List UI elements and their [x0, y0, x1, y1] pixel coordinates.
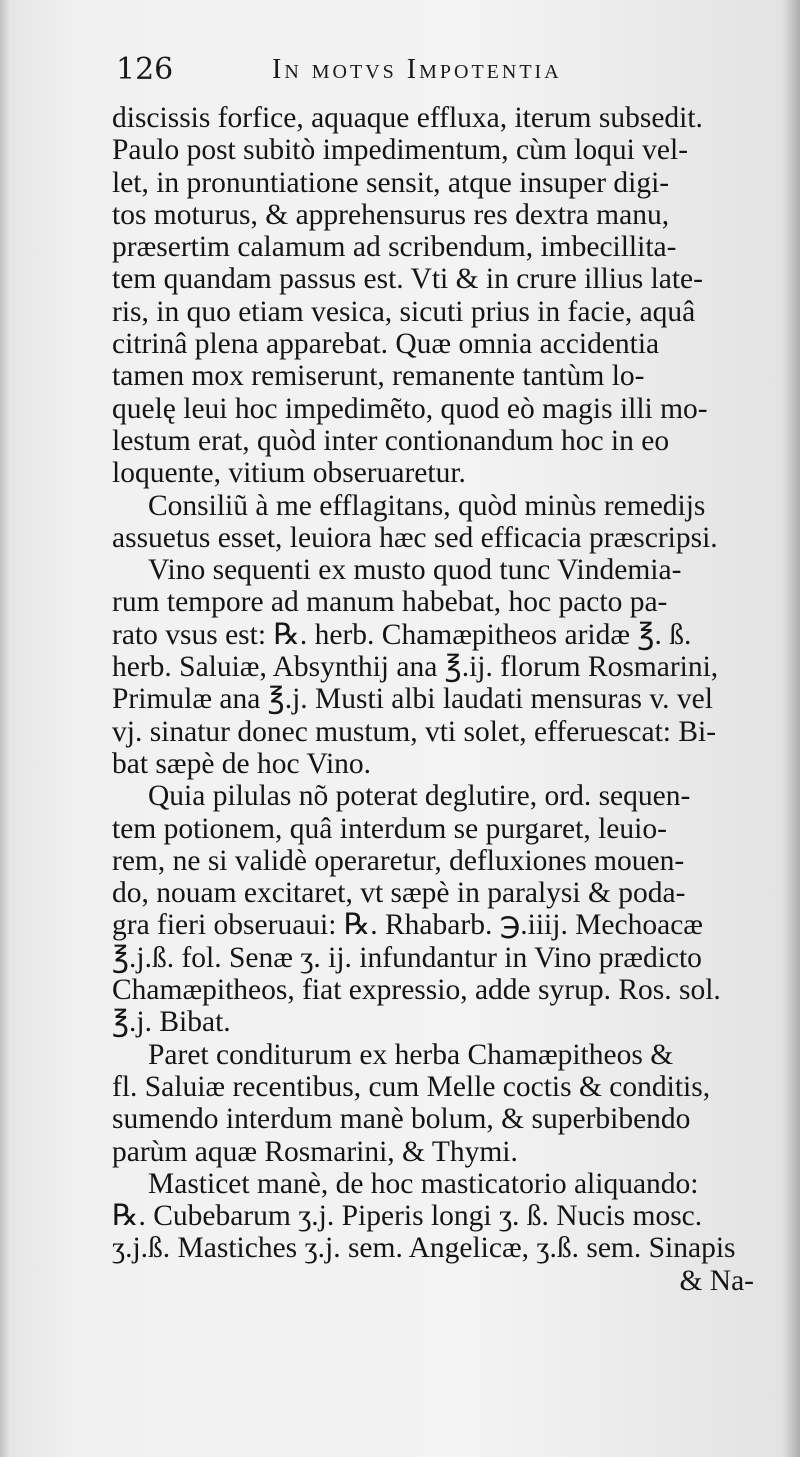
text-line: fl. Saluiæ recentibus, cum Melle coctis & conditis,	[112, 1070, 711, 1103]
text-line: gra fieri obseruaui: ℞. Rhabarb. ℈.iiij. Mechoacæ	[112, 909, 703, 942]
text-line: ʒ.j.ß. Mastiches ʒ.j. sem. Angelicæ, ʒ.ß. sem. Sinapis	[112, 1232, 736, 1265]
text-line: do, nouam excitaret, vt sæpè in paralysi & poda-	[112, 877, 686, 910]
text-line: Vino sequenti ex musto quod tunc Vindemia-	[148, 554, 682, 587]
catchword: & Na-	[679, 1264, 754, 1297]
text-line: Primulæ ana ℥.j. Musti albi laudati mensuras v. vel	[112, 683, 713, 716]
page-header	[116, 52, 664, 92]
text-line: lestum erat, quòd inter contionandum hoc in eo	[112, 424, 670, 457]
text-line: sumendo interdum manè bolum, & superbibendo	[112, 1103, 691, 1136]
text-line: herb. Saluiæ, Absynthij ana ℥.ij. florum Rosmarini,	[112, 651, 719, 684]
body-text	[112, 102, 768, 1297]
page-number: 126	[116, 52, 174, 87]
text-line: vj. sinatur donec mustum, vti solet, efferuescat: Bi-	[112, 715, 717, 748]
text-line: ℥.j.ß. fol. Senæ ʒ. ij. infundantur in Vino prædicto	[112, 941, 702, 974]
text-line: bat sæpè de hoc Vino.	[112, 747, 372, 780]
text-line: parùm aquæ Rosmarini, & Thymi.	[112, 1135, 518, 1168]
text-line: tos moturus, & apprehensurus res dextra manu,	[112, 198, 670, 231]
text-line: rato vsus est: ℞. herb. Chamæpitheos aridæ ℥. ß.	[112, 618, 692, 651]
text-line: tamen mox remiserunt, remanente tantùm lo-	[112, 360, 645, 393]
page-edge-shadow	[782, 0, 800, 1457]
text-line: Chamæpitheos, fiat expressio, adde syrup. Ros. sol.	[112, 974, 721, 1007]
text-line: quelę leui hoc impedimẽto, quod eò magis illi mo-	[112, 392, 708, 425]
text-line: ris, in quo etiam vesica, sicuti prius in facie, aquâ	[112, 295, 696, 328]
running-head: In motvs Impotentia	[272, 54, 562, 85]
text-line: Paulo post subitò impedimentum, cùm loqui vel-	[112, 134, 689, 167]
text-line: præsertim calamum ad scribendum, imbecillita-	[112, 231, 677, 264]
text-line: citrinâ plena apparebat. Quæ omnia accidentia	[112, 328, 660, 361]
page-gutter-shadow	[0, 0, 10, 1457]
text-line: tem potionem, quâ interdum se purgaret, leuio-	[112, 812, 667, 845]
text-line: ℥.j. Bibat.	[112, 1006, 231, 1039]
text-line: discissis forfice, aquaque effluxa, iterum subsedit.	[112, 102, 703, 134]
text-line: let, in pronuntiatione sensit, atque insuper digi-	[112, 166, 670, 199]
text-line: Quia pilulas nõ poterat deglutire, ord. sequen-	[148, 780, 691, 813]
text-line: loquente, vitium obseruaretur.	[112, 457, 466, 490]
text-line: rum tempore ad manum habebat, hoc pacto pa-	[112, 586, 668, 619]
text-line: ℞. Cubebarum ʒ.j. Piperis longi ʒ. ß. Nucis mosc.	[112, 1200, 703, 1233]
text-line: assuetus esset, leuiora hæc sed efficacia præscripsi.	[112, 521, 718, 554]
text-line: Masticet manè, de hoc masticatorio aliquando:	[148, 1167, 699, 1200]
text-line: rem, ne si validè operaretur, defluxiones mouen-	[112, 844, 685, 877]
text-line: Paret conditurum ex herba Chamæpitheos &	[148, 1038, 674, 1071]
text-line: tem quandam passus est. Vti & in crure illius late-	[112, 263, 703, 296]
text-line: Consiliũ à me efflagitans, quòd minùs remedijs	[148, 489, 706, 522]
